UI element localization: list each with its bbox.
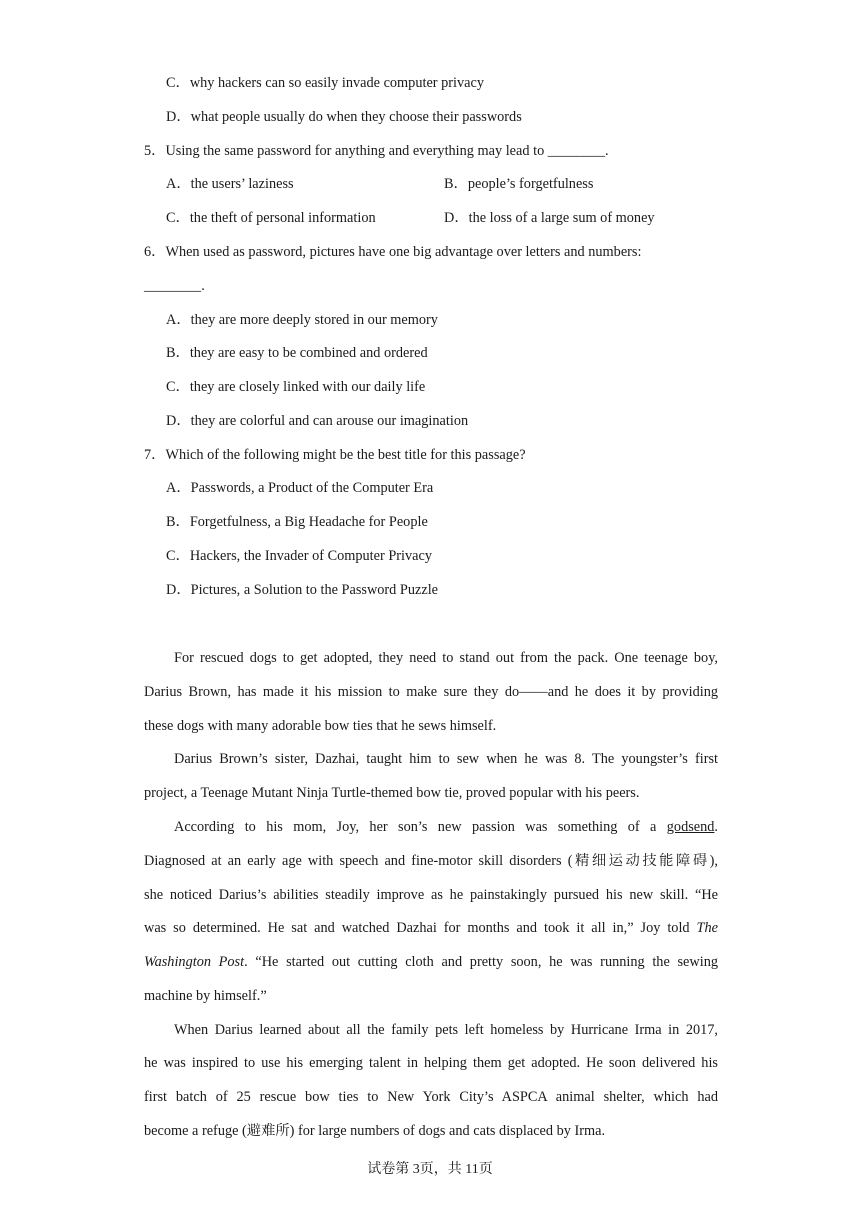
q5-option-a: A．the users’ laziness <box>166 176 294 192</box>
paragraph-line: Diagnosed at an early age with speech and fine-motor skill disorders (精细运动技能障碍), <box>144 853 718 869</box>
q5-option-d: D．the loss of a large sum of money <box>444 210 655 226</box>
q6-stem: 6．When used as password, pictures have one big advantage over letters and numbers: <box>144 244 642 260</box>
q7-stem: 7．Which of the following might be the best title for this passage? <box>144 447 526 463</box>
paragraph-line: was so determined. He sat and watched Dazhai for months and took it all in,” Joy told The <box>144 920 718 936</box>
italic-publication-name: The <box>696 920 718 936</box>
paragraph-line: When Darius learned about all the family pets left homeless by Hurricane Irma in 2017, <box>174 1022 718 1038</box>
q4-option-c: C．why hackers can so easily invade computer privacy <box>166 75 485 91</box>
paragraph-line: Darius Brown, has made it his mission to make sure they do——and he does it by providing <box>144 684 718 700</box>
q7-option-c: C．Hackers, the Invader of Computer Privacy <box>166 548 433 564</box>
page-footer: 试卷第 3页，共 11页 <box>367 1162 493 1177</box>
underlined-word-godsend: godsend <box>666 819 715 835</box>
q5-option-c: C．the theft of personal information <box>166 210 376 226</box>
paragraph-line: Darius Brown’s sister, Dazhai, taught him to sew when he was 8. The youngster’s first <box>174 751 718 767</box>
paragraph-line: become a refuge (避难所) for large numbers of dogs and cats displaced by Irma. <box>144 1123 606 1139</box>
paragraph-line: For rescued dogs to get adopted, they need to stand out from the pack. One teenage boy, <box>174 650 718 666</box>
paragraph-line: these dogs with many adorable bow ties that he sews himself. <box>144 718 497 734</box>
q6-stem-blank: ________. <box>144 278 205 294</box>
paragraph-line: machine by himself.” <box>144 988 267 1004</box>
q7-option-d: D．Pictures, a Solution to the Password Puzzle <box>166 582 439 598</box>
q7-option-b: B．Forgetfulness, a Big Headache for People <box>166 514 428 530</box>
paragraph-line: According to his mom, Joy, her son’s new passion was something of a godsend. <box>174 819 718 835</box>
paragraph-line: Washington Post. “He started out cutting cloth and pretty soon, he was running the sewing <box>144 954 718 970</box>
q6-option-b: B．they are easy to be combined and ordered <box>166 345 428 361</box>
q6-option-c: C．they are closely linked with our daily life <box>166 379 426 395</box>
q5-stem: 5．Using the same password for anything and everything may lead to ________. <box>144 143 609 159</box>
q5-option-b: B．people’s forgetfulness <box>444 176 594 192</box>
q6-option-a: A．they are more deeply stored in our memory <box>166 312 438 328</box>
paragraph-line: project, a Teenage Mutant Ninja Turtle-themed bow tie, proved popular with his peers. <box>144 785 640 801</box>
q7-option-a: A．Passwords, a Product of the Computer Era <box>166 480 434 496</box>
paragraph-line: he was inspired to use his emerging talent in helping them get adopted. He soon delivered his <box>144 1055 718 1071</box>
paragraph-line: first batch of 25 rescue bow ties to New York City’s ASPCA animal shelter, which had <box>144 1089 718 1105</box>
q4-option-d: D．what people usually do when they choose their passwords <box>166 109 522 125</box>
italic-publication-name: Washington Post <box>144 954 245 970</box>
q6-option-d: D．they are colorful and can arouse our imagination <box>166 413 469 429</box>
paragraph-line: she noticed Darius’s abilities steadily improve as he painstakingly pursued his new skill. “He <box>144 887 718 903</box>
